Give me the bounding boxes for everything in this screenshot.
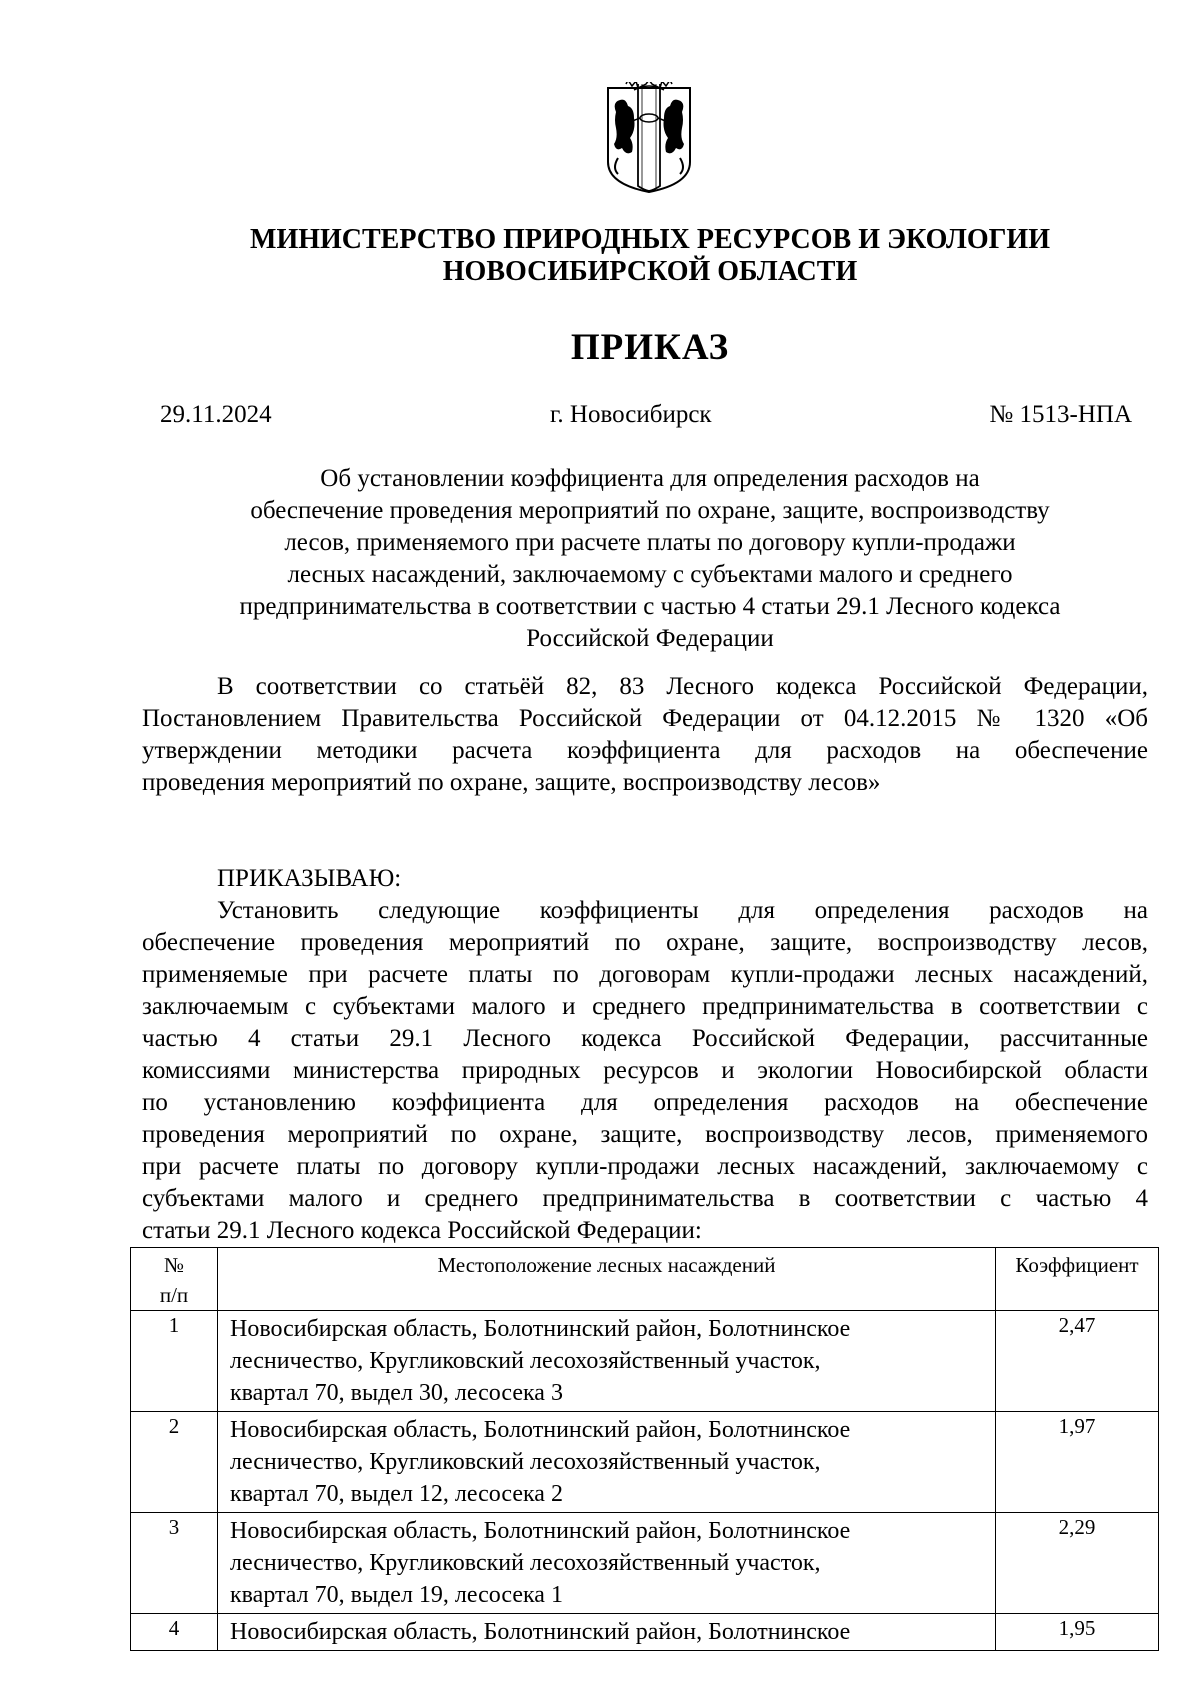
subject-line: лесов, применяемого при расчете платы по договору купли-продажи — [284, 529, 1016, 556]
order-line: субъектами малого и среднего предпринимательства в соответствии с частью 4 — [142, 1185, 1148, 1212]
table-row — [131, 1513, 1159, 1614]
row-number: 2 — [131, 1412, 218, 1513]
location-line: квартал 70, выдел 19, лесосека 1 — [230, 1582, 563, 1608]
document-date: 29.11.2024 — [160, 401, 272, 428]
table-header-row — [131, 1248, 1159, 1311]
row-number: 4 — [131, 1614, 218, 1651]
subject-line: предпринимательства в соответствии с частью 4 статьи 29.1 Лесного кодекса — [239, 593, 1061, 620]
location-line: Новосибирская область, Болотнинский район, Болотнинское — [230, 1417, 851, 1443]
document-number: № 1513-НПА — [989, 401, 1132, 428]
table-row — [131, 1311, 1159, 1412]
row-number: 1 — [131, 1311, 218, 1412]
location-line: квартал 70, выдел 30, лесосека 3 — [230, 1380, 563, 1406]
subject-line: лесных насаждений, заключаемому с субъектами малого и среднего — [287, 561, 1013, 588]
order-line: при расчете платы по договору купли-продажи лесных насаждений, заключаемому с — [142, 1153, 1148, 1180]
row-location — [218, 1614, 996, 1651]
order-line: заключаемым с субъектами малого и среднего предпринимательства в соответствии с — [142, 993, 1148, 1020]
column-header-number — [131, 1248, 218, 1311]
preamble-line: проведения мероприятий по охране, защите, воспроизводству лесов» — [142, 769, 881, 796]
row-location — [218, 1412, 996, 1513]
location-line: Новосибирская область, Болотнинский район, Болотнинское — [230, 1619, 851, 1645]
order-line: применяемые при расчете платы по договорам купли-продажи лесных насаждений, — [142, 961, 1148, 988]
location-line: квартал 70, выдел 12, лесосека 2 — [230, 1481, 563, 1507]
coefficients-table — [130, 1247, 1159, 1651]
subject-line: обеспечение проведения мероприятий по охране, защите, воспроизводству — [250, 497, 1050, 524]
row-coefficient: 1,95 — [996, 1614, 1159, 1651]
column-header-coefficient: Коэффициент — [996, 1248, 1159, 1311]
order-keyword: ПРИКАЗЫВАЮ: — [217, 865, 402, 892]
location-line: Новосибирская область, Болотнинский район, Болотнинское — [230, 1316, 851, 1342]
order-line: статьи 29.1 Лесного кодекса Российской Федерации: — [142, 1217, 702, 1244]
document-city: г. Новосибирск — [550, 401, 712, 428]
row-coefficient: 1,97 — [996, 1412, 1159, 1513]
location-line: Новосибирская область, Болотнинский район, Болотнинское — [230, 1518, 851, 1544]
ministry-name — [140, 224, 1160, 288]
location-line: лесничество, Кругликовский лесохозяйственный участок, — [230, 1449, 821, 1475]
row-location — [218, 1513, 996, 1614]
document-subject — [140, 463, 1160, 655]
subject-line: Об установлении коэффициента для определения расходов на — [320, 465, 980, 492]
table-row — [131, 1412, 1159, 1513]
location-line: лесничество, Кругликовский лесохозяйственный участок, — [230, 1348, 821, 1374]
column-header-location: Местоположение лесных насаждений — [218, 1248, 996, 1311]
ministry-name-line-1: МИНИСТЕРСТВО ПРИРОДНЫХ РЕСУРСОВ И ЭКОЛОГИИ — [250, 224, 1050, 255]
coat-of-arms-icon — [604, 82, 694, 196]
order-paragraph — [142, 895, 1148, 1247]
preamble-paragraph — [142, 671, 1148, 799]
order-line: проведения мероприятий по охране, защите, воспроизводству лесов, применяемого — [142, 1121, 1148, 1148]
preamble-line: Постановлением Правительства Российской Федерации от 04.12.2015 № 1320 «Об — [142, 705, 1148, 732]
row-number: 3 — [131, 1513, 218, 1614]
subject-line: Российской Федерации — [526, 625, 774, 652]
order-line: комиссиями министерства природных ресурсов и экологии Новосибирской области — [142, 1057, 1148, 1084]
row-coefficient: 2,47 — [996, 1311, 1159, 1412]
preamble-line: В соответствии со статьёй 82, 83 Лесного кодекса Российской Федерации, — [217, 673, 1148, 700]
document-type: ПРИКАЗ — [570, 327, 730, 368]
order-line: по установлению коэффициента для определения расходов на обеспечение — [142, 1089, 1148, 1116]
order-line: Установить следующие коэффициенты для определения расходов на — [217, 897, 1148, 924]
row-location — [218, 1311, 996, 1412]
preamble-line: утверждении методики расчета коэффициента для расходов на обеспечение — [142, 737, 1148, 764]
order-line: частью 4 статьи 29.1 Лесного кодекса Российской Федерации, рассчитанные — [142, 1025, 1148, 1052]
location-line: лесничество, Кругликовский лесохозяйственный участок, — [230, 1550, 821, 1576]
ministry-name-line-2: НОВОСИБИРСКОЙ ОБЛАСТИ — [442, 256, 858, 287]
column-header-number-abbr: п/п — [159, 1283, 189, 1307]
column-header-number-symbol: № — [163, 1253, 185, 1277]
order-line: обеспечение проведения мероприятий по охране, защите, воспроизводству лесов, — [142, 929, 1148, 956]
table-row — [131, 1614, 1159, 1651]
row-coefficient: 2,29 — [996, 1513, 1159, 1614]
